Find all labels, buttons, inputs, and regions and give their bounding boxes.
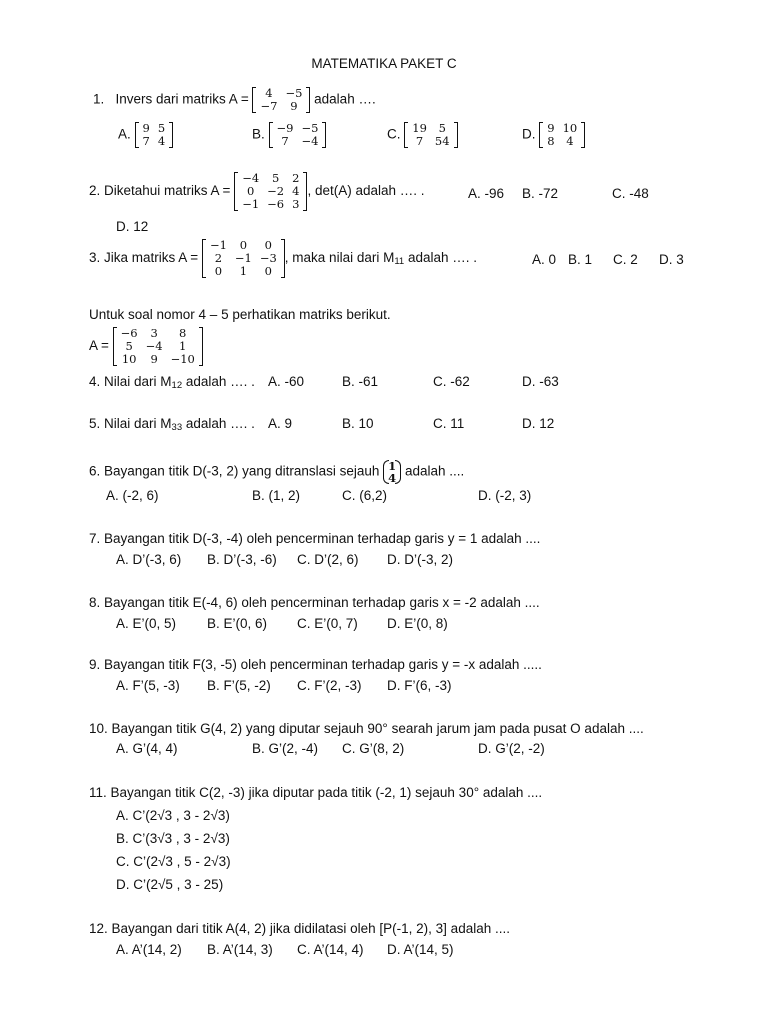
question-text: Invers dari matriks A =	[115, 91, 249, 107]
instruction-text: Untuk soal nomor 4 – 5 perhatikan matriks berikut.	[89, 307, 391, 322]
option-c: C. G’(8, 2)	[342, 741, 405, 756]
option-d: D. 3	[659, 252, 684, 267]
matrix: 4 −5 −7 9	[252, 87, 310, 113]
option-c: C. (6,2)	[342, 488, 388, 503]
question-4: 4. Nilai dari $M_{12}$ adalah …. .	[89, 374, 255, 391]
option-c: C. -48	[612, 186, 649, 201]
option-c: C. A’(14, 4)	[297, 942, 364, 957]
option-a: A. -96	[468, 186, 505, 201]
matrix: −6 3 8 5 −4 1 10 9 −10	[113, 327, 203, 366]
question-tail: adalah ….	[314, 91, 376, 107]
option-d: D. 12	[116, 219, 149, 234]
question-tail: adalah ....	[404, 463, 465, 479]
option-c: C. 19 5 7 54	[387, 122, 458, 148]
option-b: B. E’(0, 6)	[207, 616, 268, 631]
option-d: D. (-2, 3)	[478, 488, 532, 503]
question-7: 7. Bayangan titik D(-3, -4) oleh pencerminan terhadap garis y = 1 adalah ....	[89, 531, 541, 546]
option-c: C. 2	[613, 252, 638, 267]
question-text: 3. Jika matriks A =	[89, 250, 199, 266]
option-b: B. C’(3√3 , 3 - 2√3)	[116, 831, 230, 846]
option-c: C. D’(2, 6)	[297, 552, 359, 567]
option-b: B. F’(5, -2)	[207, 678, 271, 693]
question-11: 11. Bayangan titik C(2, -3) jika diputar pada titik (-2, 1) sejauh 30° adalah ....	[89, 785, 543, 800]
matrix-a-definition: A = −6 3 8 5 −4 1 10 9 −10	[89, 327, 203, 366]
question-text: 6. Bayangan titik D(-3, 2) yang ditranslasi sejauh	[89, 463, 380, 479]
option-b: B. 10	[342, 416, 374, 431]
option-a: A. G’(4, 4)	[116, 741, 178, 756]
option-a: A. (-2, 6)	[106, 488, 159, 503]
question-1	[93, 87, 376, 113]
option-d: D. A’(14, 5)	[387, 942, 454, 957]
option-b: B. (1, 2)	[252, 488, 301, 503]
matrix: −9 −5 7 −4	[269, 122, 327, 148]
question-2	[89, 172, 425, 211]
option-b: B. -72	[522, 186, 559, 201]
option-a: A. -60	[268, 374, 305, 389]
question-9: 9. Bayangan titik F(3, -5) oleh pencerminan terhadap garis y = -x adalah .....	[89, 657, 542, 672]
option-c: C. 11	[433, 416, 465, 431]
option-d: D. 9 10 8 4	[522, 122, 585, 148]
option-c: C. C’(2√3 , 5 - 2√3)	[116, 854, 231, 869]
option-a: A. 9 5 7 4	[118, 122, 173, 148]
question-6	[89, 460, 464, 484]
option-a: A. E’(0, 5)	[116, 616, 177, 631]
translation-vector: 1 4	[383, 460, 401, 484]
matrix: 19 5 7 54	[404, 122, 457, 148]
question-tail: , det(A) adalah …. .	[307, 183, 425, 199]
option-a: A. C’(2√3 , 3 - 2√3)	[116, 808, 230, 823]
option-a: A. A’(14, 2)	[116, 942, 182, 957]
option-c: C. F’(2, -3)	[297, 678, 362, 693]
question-text: 2. Diketahui matriks A =	[89, 183, 231, 199]
option-b: B. −9 −5 7 −4	[252, 122, 326, 148]
option-d: D. -63	[522, 374, 559, 389]
option-d: D. E’(0, 8)	[387, 616, 448, 631]
question-3: 3. Jika matriks A = −1 0 0 2 −1 −3 0 1 0 , maka nilai dari $M_{11}$ adalah …. .	[89, 238, 478, 278]
option-b: B. A’(14, 3)	[207, 942, 273, 957]
question-10: 10. Bayangan titik G(4, 2) yang diputar sejauh 90° searah jarum jam pada pusat O adalah ....	[89, 721, 644, 736]
page-title: MATEMATIKA PAKET C	[311, 56, 457, 71]
option-a: A. 0	[532, 252, 557, 267]
option-c: C. E’(0, 7)	[297, 616, 358, 631]
option-d: D. G’(2, -2)	[478, 741, 545, 756]
option-d: D. C’(2√5 , 3 - 25)	[116, 877, 224, 892]
question-5: 5. Nilai dari $M_{33}$ adalah …. .	[89, 416, 255, 433]
question-number: 1.	[93, 91, 105, 107]
matrix: 9 5 7 4	[135, 122, 174, 148]
option-d: D. 12	[522, 416, 555, 431]
option-d: D. D’(-3, 2)	[387, 552, 454, 567]
matrix: 9 10 8 4	[539, 122, 585, 148]
question-8: 8. Bayangan titik E(-4, 6) oleh pencerminan terhadap garis x = -2 adalah ....	[89, 595, 540, 610]
matrix: −1 0 0 2 −1 −3 0 1 0	[202, 239, 285, 278]
option-a: A. D’(-3, 6)	[116, 552, 182, 567]
option-d: D. F’(6, -3)	[387, 678, 452, 693]
matrix: −4 5 2 0 −2 4 −1 −6 3	[234, 172, 307, 211]
option-b: B. G’(2, -4)	[252, 741, 319, 756]
option-c: C. -62	[433, 374, 470, 389]
option-a: A. F’(5, -3)	[116, 678, 180, 693]
option-a: A. 9	[268, 416, 293, 431]
option-b: B. 1	[568, 252, 593, 267]
option-b: B. D’(-3, -6)	[207, 552, 277, 567]
question-12: 12. Bayangan dari titik A(4, 2) jika didilatasi oleh [P(-1, 2), 3] adalah ....	[89, 921, 510, 936]
option-b: B. -61	[342, 374, 379, 389]
